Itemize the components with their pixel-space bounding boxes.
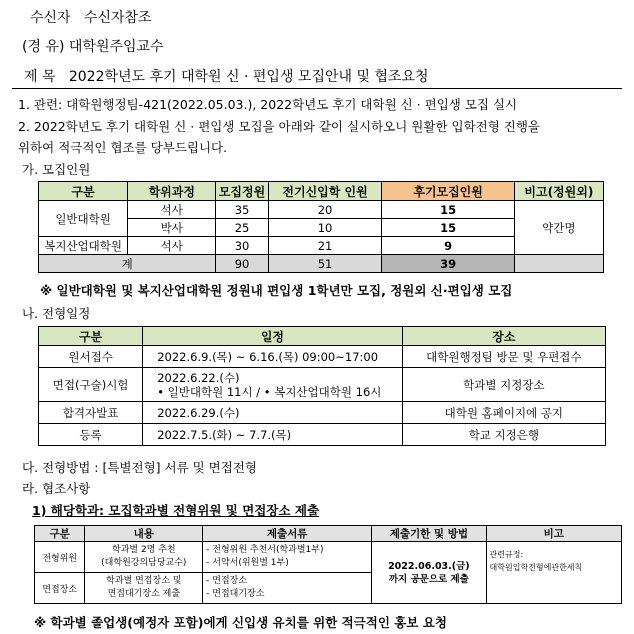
schedule-table <box>38 326 606 446</box>
doc-line: - 면접대기장소 <box>206 589 265 599</box>
section-ra: 라. 협조사항 <box>22 481 91 496</box>
school-cell: 복지산업대학원 <box>39 237 128 255</box>
doc-line: - 전형위원 추천서(학과별1부) <box>206 545 324 555</box>
recruit-table <box>38 181 604 273</box>
total-row <box>39 255 604 273</box>
col-header: 구분 <box>39 327 143 346</box>
quota-cell: 30 <box>216 237 268 255</box>
place-cell: 대학원행정팀 방문 및 우편접수 <box>402 346 605 368</box>
date-line: • 일반대학원 11시 / • 복지산업대학원 16시 <box>157 384 382 399</box>
section-na: 나. 전형일정 <box>22 306 91 321</box>
sub-heading-1: 1) 해당학과: 모집학과별 전형위원 및 면접장소 제출 <box>32 503 320 518</box>
total-spring: 51 <box>268 255 382 273</box>
doc-cell <box>203 542 372 573</box>
header-divider <box>12 88 622 89</box>
fall-cell: 15 <box>382 201 514 219</box>
place-cell: 대학원 홈페이지에 공지 <box>402 402 605 424</box>
paragraph-2b: 위하여 적극적인 협조를 당부드립니다. <box>18 140 228 155</box>
deadline-cell <box>372 542 486 604</box>
note-1: ※ 일반대학원 및 복지산업대학원 정원내 편입생 1학년만 모집, 정원외 신·편입생 모집 <box>40 283 513 298</box>
recipient-value: 수신자참조 <box>83 10 152 26</box>
item-cell: 합격자발표 <box>39 402 143 424</box>
content-line: 학과별 면접장소 및 <box>106 576 182 586</box>
table-row <box>39 201 604 219</box>
degree-cell: 석사 <box>128 201 216 219</box>
quota-cell: 25 <box>216 219 268 237</box>
col-header: 학위과정 <box>128 182 216 201</box>
item-cell: 원서접수 <box>39 346 143 368</box>
recipient-label: 수신자 <box>30 10 71 26</box>
col-header: 장소 <box>402 327 605 346</box>
col-header: 모집정원 <box>216 182 268 201</box>
spring-cell: 10 <box>268 219 382 237</box>
via-value: 대학원주임교수 <box>68 39 164 55</box>
total-note <box>514 255 603 273</box>
remark-line: 대학원입학전형에관한세칙 <box>489 563 583 572</box>
section-da: 다. 전형방법 : [특별전형] 서류 및 면접전형 <box>22 460 257 475</box>
paragraph-2a: 2. 2022학년도 후기 대학원 신 · 편입생 모집을 아래와 같이 실시하오니 원활한 입학전형 진행을 <box>18 119 540 134</box>
section-ga: 가. 모집인원 <box>22 162 91 177</box>
item-cell: 면접(구술)시험 <box>39 368 143 402</box>
spring-cell: 20 <box>268 201 382 219</box>
content-line: 학과별 2명 추천 <box>112 545 176 555</box>
table-row <box>39 424 606 446</box>
degree-cell: 석사 <box>128 237 216 255</box>
remark-line: 관련규정: <box>489 550 524 559</box>
note-cell: 약간명 <box>514 201 603 255</box>
content-cell <box>85 542 203 573</box>
total-fall: 39 <box>382 255 514 273</box>
table-row <box>39 402 606 424</box>
col-header: 구분 <box>39 182 128 201</box>
table-row <box>39 368 606 402</box>
col-header: 제출서류 <box>203 526 372 542</box>
school-cell: 일반대학원 <box>39 201 128 237</box>
col-header: 비고 <box>486 526 621 542</box>
item-cell: 전형위원 <box>35 542 85 573</box>
spring-cell: 21 <box>268 237 382 255</box>
col-header: 제출기한 및 방법 <box>372 526 486 542</box>
fall-cell: 9 <box>382 237 514 255</box>
total-label: 계 <box>39 255 216 273</box>
via-label: (경 유) <box>22 39 65 55</box>
subject-label: 제 목 <box>24 69 56 85</box>
note-2: ※ 학과별 졸업생(예정자 포함)에게 신입생 유치를 위한 적극적인 홍보 요청 <box>34 615 447 630</box>
doc-cell <box>203 573 372 604</box>
item-cell: 등록 <box>39 424 143 446</box>
date-cell: 2022.7.5.(화) ~ 7.7.(목) <box>143 424 402 446</box>
coop-table <box>34 525 622 604</box>
degree-cell: 박사 <box>128 219 216 237</box>
date-line: 2022.6.22.(수) <box>157 370 240 385</box>
date-cell: 2022.6.29.(수) <box>143 402 402 424</box>
col-header: 내용 <box>85 526 203 542</box>
place-cell: 학과별 지정장소 <box>402 368 605 402</box>
doc-line: - 서약서(위원별 1부) <box>206 558 289 568</box>
content-line: 면접대기장소 제출 <box>107 589 181 599</box>
col-header: 구분 <box>35 526 85 542</box>
col-header: 후기모집인원 <box>382 182 514 201</box>
content-line: (대학원강의담당교수) <box>101 558 187 568</box>
deadline-line: 까지 공문으로 제출 <box>388 573 469 585</box>
remark-cell <box>486 542 621 604</box>
quota-cell: 35 <box>216 201 268 219</box>
recipient-line <box>30 7 152 27</box>
place-cell: 학교 지정은행 <box>402 424 605 446</box>
subject-line <box>24 66 429 86</box>
fall-cell: 15 <box>382 219 514 237</box>
total-quota: 90 <box>216 255 268 273</box>
col-header: 일정 <box>143 327 402 346</box>
date-cell: 2022.6.9.(목) ~ 6.16.(목) 09:00~17:00 <box>143 346 402 368</box>
paragraph-1: 1. 관련: 대학원행정팀-421(2022.05.03.), 2022학년도 후기 대학원 신 · 편입생 모집 실시 <box>18 97 518 112</box>
via-line <box>22 36 164 56</box>
table-row <box>39 346 606 368</box>
subject-value: 2022학년도 후기 대학원 신 · 편입생 모집안내 및 협조요청 <box>68 69 429 85</box>
deadline-line: 2022.06.03.(금) <box>388 560 470 572</box>
date-cell <box>143 368 402 402</box>
col-header: 전기신입학 인원 <box>268 182 382 201</box>
content-cell <box>85 573 203 604</box>
table-row <box>35 542 622 573</box>
item-cell: 면접장소 <box>35 573 85 604</box>
doc-line: - 면접장소 <box>206 576 248 586</box>
col-header: 비고(정원외) <box>514 182 603 201</box>
